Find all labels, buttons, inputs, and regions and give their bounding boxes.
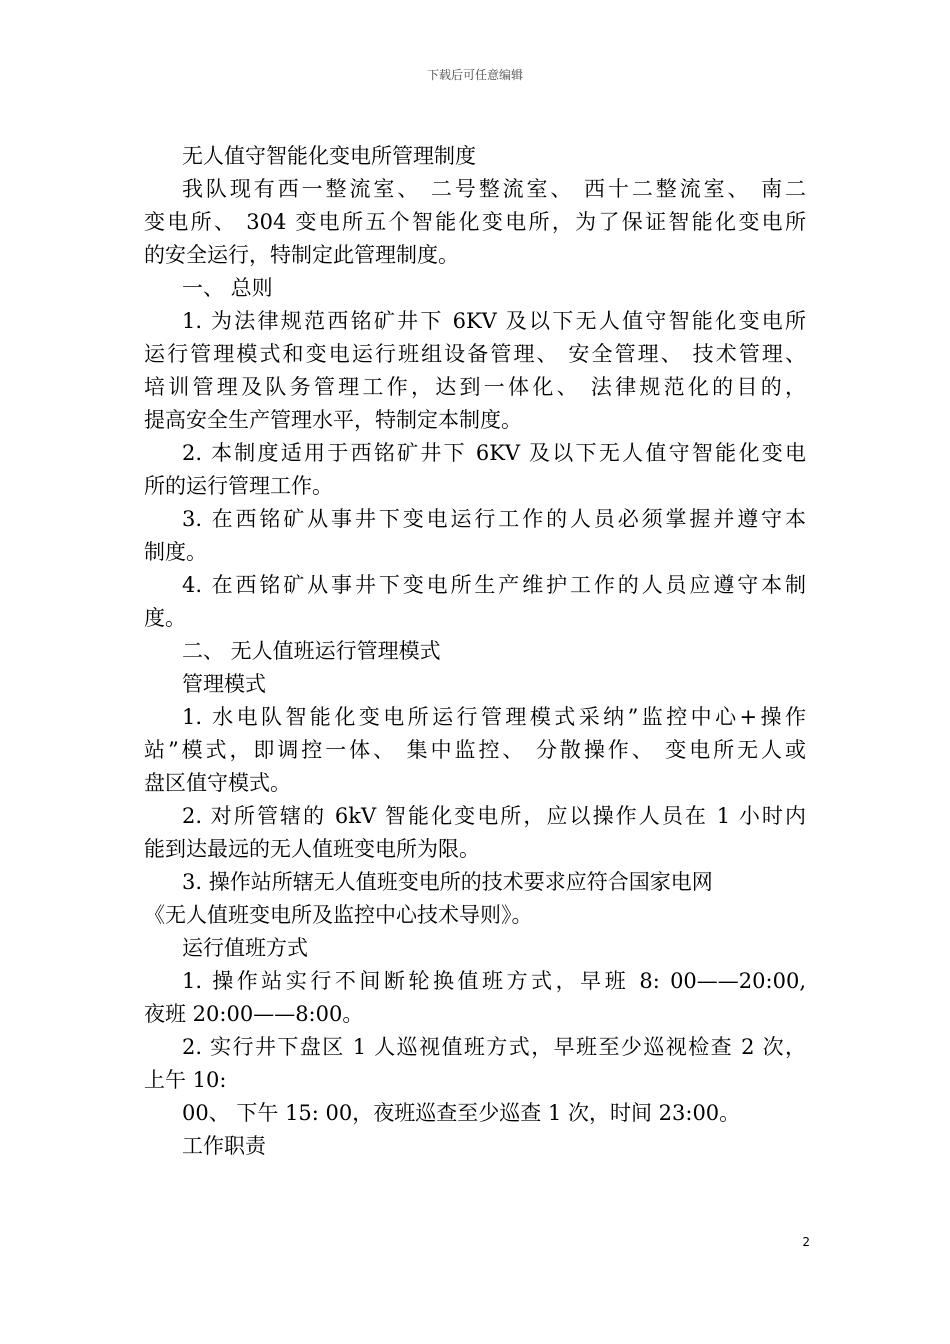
document-body — [144, 140, 806, 1163]
subsection-heading: 工作职责 — [182, 1134, 266, 1158]
paragraph-line: 2. 对所管辖的 6kV 智能化变电所，应以操作人员在 1 小时内 — [182, 804, 806, 828]
paragraph-line: 能到达最远的无人值班变电所为限。 — [144, 837, 480, 861]
paragraph-line: 我队现有西一整流室、 二号整流室、 西十二整流室、 南二 — [182, 177, 806, 201]
section-heading: 一、 总则 — [182, 276, 273, 300]
paragraph-line: 1. 为法律规范西铭矿井下 6KV 及以下无人值守智能化变电所 — [182, 309, 806, 333]
paragraph-line: 盘区值守模式。 — [144, 771, 291, 795]
paragraph-line: 上午 10: — [144, 1068, 227, 1092]
page-header: 下载后可任意编辑 — [426, 68, 523, 82]
paragraph-line: 1. 水电队智能化变电所运行管理模式采纳”监控中心+操作 — [182, 705, 806, 729]
paragraph-line: 2. 实行井下盘区 1 人巡视值班方式，早班至少巡视检查 2 次， — [182, 1035, 806, 1059]
paragraph-line: 1. 操作站实行不间断轮换值班方式，早班 8: 00——20:00, — [182, 969, 806, 993]
page-number: 2 — [802, 1235, 810, 1249]
paragraph-line: 3. 操作站所辖无人值班变电所的技术要求应符合国家电网 — [182, 870, 713, 894]
paragraph-line: 站”模式，即调控一体、 集中监控、 分散操作、 变电所无人或 — [144, 738, 806, 762]
paragraph-line: 所的运行管理工作。 — [144, 474, 333, 498]
paragraph-line: 夜班 20:00——8:00。 — [144, 1002, 364, 1026]
paragraph-line: 培训管理及队务管理工作，达到一体化、 法律规范化的目的， — [144, 375, 806, 399]
paragraph-line: 变电所、 304 变电所五个智能化变电所，为了保证智能化变电所 — [144, 210, 806, 234]
paragraph-line: 运行管理模式和变电运行班组设备管理、 安全管理、 技术管理、 — [144, 342, 806, 366]
paragraph-line: 制度。 — [144, 540, 207, 564]
paragraph-line: 4. 在西铭矿从事井下变电所生产维护工作的人员应遵守本制 — [182, 573, 806, 597]
paragraph-line: 提高安全生产管理水平，特制定本制度。 — [144, 408, 522, 432]
section-heading: 二、 无人值班运行管理模式 — [182, 639, 441, 663]
subsection-heading: 运行值班方式 — [182, 936, 308, 960]
paragraph-line: 《无人值班变电所及监控中心技术导则》。 — [144, 903, 533, 927]
paragraph-line: 2. 本制度适用于西铭矿井下 6KV 及以下无人值守智能化变电 — [182, 441, 806, 465]
paragraph-line: 度。 — [144, 606, 186, 630]
document-title: 无人值守智能化变电所管理制度 — [182, 144, 476, 168]
paragraph-line: 的安全运行，特制定此管理制度。 — [144, 243, 459, 267]
paragraph-line: 3. 在西铭矿从事井下变电运行工作的人员必须掌握并遵守本 — [182, 507, 806, 531]
paragraph-line: 00、 下午 15: 00，夜班巡查至少巡查 1 次，时间 23:00。 — [182, 1101, 741, 1125]
subsection-heading: 管理模式 — [182, 672, 266, 696]
